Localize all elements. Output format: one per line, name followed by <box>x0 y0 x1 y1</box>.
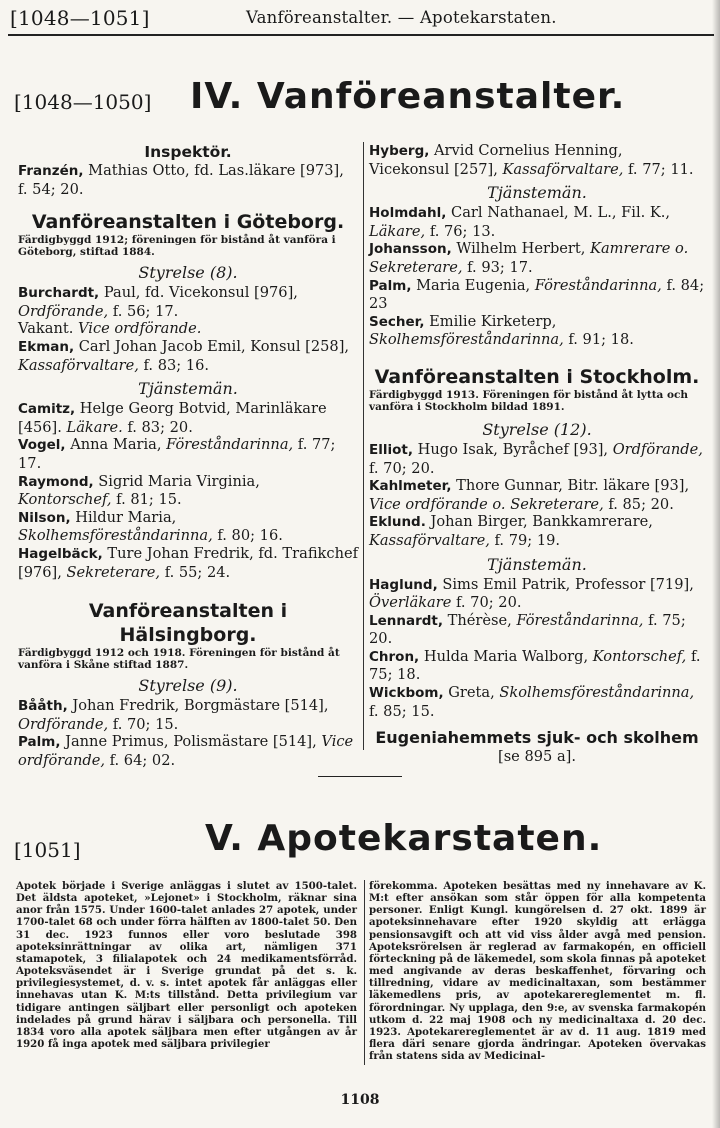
goteborg-tjanst-entry <box>18 436 358 472</box>
entry-role: Vice ordförande. <box>78 320 202 338</box>
entry-role: Ordförande, <box>18 715 109 733</box>
goteborg-heading: Vanföreanstalten i Göteborg. <box>31 211 345 234</box>
section-v-title: V. Apotekarstaten. <box>205 818 603 859</box>
page-edge-shadow <box>712 0 720 1128</box>
entry-role: Vice ordförande, <box>18 733 354 769</box>
person-name: Johansson, <box>369 241 452 258</box>
person-name: Raymond, <box>18 473 94 490</box>
entry-role: Kontorschef, <box>18 491 112 509</box>
tjanst-entry <box>369 240 705 276</box>
entry-text: Hildur Maria, <box>70 508 177 526</box>
entry-text: Emilie Kirketerp, <box>424 312 557 330</box>
page-number: 1108 <box>340 1092 380 1108</box>
entry-tail: f. 81; 15. <box>111 491 182 509</box>
apotek-text-right <box>369 880 706 1062</box>
entry-text: Johan Fredrik, Borgmästare [514], <box>67 697 329 715</box>
section-separator <box>318 776 402 777</box>
person-name: Wickbom, <box>369 685 444 702</box>
entry-tail: f. 79; 19. <box>489 531 561 549</box>
entry-tail: f. 83; 16. <box>138 356 210 374</box>
person-name: Eklund. <box>369 514 426 531</box>
entry-text: Janne Primus, Polismästare [514], <box>60 733 322 751</box>
entry-tail: f. 75; 18. <box>369 647 701 684</box>
entry-tail: f. 70; 20. <box>451 594 522 612</box>
entry-role: Föreståndarinna, <box>516 611 644 629</box>
apotek-paragraph-left: Apotek började i Sverige anläggas i slutet av 1500-talet. Det äldsta apoteket, »Lejonet» i Stockholm, räknar sina anor från 1575. Under 1600-talet anlades 27 apotek, under 1700-talet 68 och under förra hälften av 1800-talet 50. Den 31 dec. 1923 funnos eller voro beslutade 398 apoteksinrättningar av olika art, nämligen 371 stamapotek, 3 filialapotek och 24 medikamentsförråd. Apoteksväsendet är i Sverige grundat på det s. k. privilegiesystemet, d. v. s. intet apotek får anläggas eller innehavas utan K. M:ts tillstånd. Detta privilegium var tidigare antingen säljbart eller personligt och apoteken indelades på grund härav i säljbara och personella. Till 1834 voro alla apotek säljbara men efter utgången av år 1920 få inga apotek med säljbara privilegier <box>16 880 357 1051</box>
halsingborg-entry <box>18 733 358 769</box>
entry-text: Greta, <box>443 684 500 702</box>
stockholm-tjanst-entry <box>369 648 705 684</box>
person-name: Ekman, <box>18 338 75 355</box>
entry-role: Läkare, <box>369 222 426 240</box>
entry-role: Skolhemsföreståndarinna, <box>369 331 564 349</box>
entry-role: Sekreterare, <box>66 563 161 581</box>
person-name: Camitz, <box>18 401 76 418</box>
person-name: Vogel, <box>18 437 66 454</box>
person-name: Palm, <box>18 734 61 751</box>
section-v-number: [1051] <box>14 838 81 862</box>
stockholm-styrelse-entry <box>369 441 705 477</box>
entry-role: Ordförande, <box>612 440 703 458</box>
inspektor-heading: Inspektör. <box>144 143 232 161</box>
entry-text: Johan Birger, Bankkamrerare, <box>425 513 653 531</box>
halsingborg-note: Färdigbyggd 1912 och 1918. Föreningen för bistånd åt vanföra i Skåne stiftad 1887. <box>18 647 340 672</box>
entry-text: Mathias Otto, fd. Las.läkare [973], f. 54; 20. <box>18 162 344 198</box>
entry-role: Ordförande, <box>18 302 109 320</box>
halsingborg-styrelse-heading: Styrelse (9). <box>138 676 238 696</box>
entry-tail: f. 55; 24. <box>160 563 231 581</box>
entry-tail: f. 85; 15. <box>369 702 435 720</box>
person-name: Palm, <box>369 277 412 294</box>
goteborg-tjanst-entry <box>18 545 358 581</box>
tjanst-entry <box>369 277 705 313</box>
person-name: Hyberg, <box>369 143 430 159</box>
goteborg-styrelse-entry <box>18 320 358 338</box>
entry-text: Vakant. <box>18 320 78 338</box>
entry-role: Skolhemsföreståndarinna, <box>499 684 695 702</box>
goteborg-tjanstemän-heading: Tjänstemän. <box>138 379 238 399</box>
eugenia-ref: [se 895 a]. <box>498 748 576 766</box>
column-divider <box>363 142 364 750</box>
entry-tail: f. 64; 02. <box>105 751 176 769</box>
person-name: Chron, <box>369 648 420 665</box>
stockholm-styrelse-heading: Styrelse (12). <box>482 419 592 439</box>
entry-text: Carl Nathanael, M. L., Fil. K., <box>446 204 671 222</box>
goteborg-note: Färdigbyggd 1912; föreningen för bistånd åt vanföra i Göteborg, stiftad 1884. <box>18 234 336 259</box>
person-name: Burchardt, <box>18 285 100 302</box>
entry-role: Kassaförvaltare, <box>369 531 490 549</box>
apotek-paragraph-right: förekomma. Apoteken besättas med ny innehavare av K. M:t efter ansökan som står öppen för alla kompetenta personer. Enligt Kungl. kungörelsen d. 27 okt. 1899 är apoteksinnehavare efter 1920 skyldig att erlägga pensionsavgift och att vid viss ålder avgå med pension. Apoteksrörelsen är reglerad av farmakopén, en officiell förteckning på de läkemedel, som skola finnas på apoteket med angivande av deras beskaffenhet, förvaring och tillredning, vidare av medicinaltaxan, som bestämmer läkemedlens pris, av apotekarereglementet m. fl. förordningar. Ny upplaga, den 9:e, av svenska farmakopén utkom d. 22 maj 1908 och ny medicinaltaxa d. 20 dec. 1923. Apotekarereglementet är av d. 11 aug. 1819 med flera däri senare gjorda ändringar. Apoteken övervakas från statens sida av Medicinal- <box>369 880 706 1063</box>
entry-text: Sigrid Maria Virginia, <box>93 472 260 490</box>
entry-tail: f. 91; 18. <box>563 331 634 349</box>
stockholm-tjanstemän-heading: Tjänstemän. <box>487 554 587 574</box>
entry-tail: f. 77; 17. <box>18 436 336 472</box>
entry-text: Hulda Maria Walborg, <box>419 647 593 665</box>
entry-role: Föreståndarinna, <box>166 436 294 454</box>
halsingborg-heading: Vanföreanstalten i Hälsingborg. <box>88 600 288 647</box>
stockholm-styrelse-entry <box>369 513 705 549</box>
stockholm-tjanst-entry <box>369 612 705 648</box>
person-name: Secher, <box>369 313 425 330</box>
hyberg-entry <box>369 142 705 178</box>
person-name: Nilson, <box>18 509 71 526</box>
entry-tail: f. 84; 23 <box>369 276 705 313</box>
entry-tail: f. 75; 20. <box>369 611 686 648</box>
section-iv-title: IV. Vanföreanstalter. <box>190 76 626 117</box>
goteborg-tjanstemän-heading-2: Tjänstemän. <box>487 183 587 203</box>
tjanst-entry <box>369 313 705 349</box>
entry-text: Thérèse, <box>443 611 517 629</box>
entry-role: Föreståndarinna, <box>534 276 662 294</box>
header-rule <box>8 34 714 36</box>
running-title: Vanföreanstalter. — Apotekarstaten. <box>246 8 557 27</box>
entry-role: Läkare. <box>66 418 123 436</box>
stockholm-tjanst-entry <box>369 576 705 612</box>
entry-role: Vice ordförande o. Sekreterare, <box>369 495 604 513</box>
tjanst-entry <box>369 204 705 240</box>
person-name: Lennardt, <box>369 612 443 629</box>
goteborg-tjanst-entry <box>18 400 358 436</box>
entry-role: Kamrerare o. Sekreterare, <box>369 240 689 276</box>
apotek-text-left <box>16 880 357 1050</box>
person-name: Bååth, <box>18 698 68 715</box>
entry-role: Kassaförvaltare, <box>502 160 624 178</box>
entry-text: Hugo Isak, Byråchef [93], <box>412 440 613 458</box>
entry-tail: f. 85; 20. <box>603 495 674 513</box>
entry-text: Wilhelm Herbert, <box>451 240 591 258</box>
inspektor-entry <box>18 162 358 198</box>
goteborg-tjanst-entry <box>18 473 358 509</box>
stockholm-styrelse-entry <box>369 477 705 513</box>
entry-text: Arvid Cornelius Henning, Vicekonsul [257], <box>369 142 623 178</box>
entry-tail: f. 56; 17. <box>108 302 179 320</box>
entry-text: Helge Georg Botvid, Marinläkare [456]. <box>18 400 327 436</box>
apotek-column-divider <box>364 880 365 1065</box>
halsingborg-entry <box>18 697 358 733</box>
right-column <box>369 142 705 766</box>
entry-tail: f. 76; 13. <box>425 222 496 240</box>
entry-tail: f. 77; 11. <box>623 160 694 178</box>
entry-text: Anna Maria, <box>65 436 167 454</box>
entry-text: Ture Johan Fredrik, fd. Trafikchef [976], <box>18 544 359 581</box>
section-iv-number: [1048—1050] <box>14 90 152 114</box>
entry-role: Kontorschef, <box>592 647 687 665</box>
entry-tail: f. 70; 20. <box>369 459 435 477</box>
stockholm-note: Färdigbyggd 1913. Föreningen för bistånd åt lytta och vanföra i Stockholm bildad 1891. <box>369 388 689 413</box>
goteborg-tjanst-entry <box>18 509 358 545</box>
eugenia-heading: Eugeniahemmets sjuk- och skolhem <box>375 728 699 748</box>
stockholm-tjanst-entry <box>369 684 705 720</box>
entry-text: Thore Gunnar, Bitr. läkare [93], <box>451 477 690 495</box>
person-name: Kahlmeter, <box>369 478 452 495</box>
entry-text: Carl Johan Jacob Emil, Konsul [258], <box>74 337 350 355</box>
entry-text: Sims Emil Patrik, Professor [719], <box>437 575 694 593</box>
entry-text: Maria Eugenia, <box>411 276 535 294</box>
stockholm-heading: Vanföreanstalten i Stockholm. <box>374 365 700 388</box>
left-column <box>18 142 358 769</box>
entry-role: Kassaförvaltare, <box>18 356 139 374</box>
entry-tail: f. 70; 15. <box>108 715 179 733</box>
entry-tail: f. 80; 16. <box>212 527 283 545</box>
goteborg-styrelse-entry <box>18 338 358 374</box>
entry-text: Paul, fd. Vicekonsul [976], <box>99 284 298 302</box>
entry-tail: f. 83; 20. <box>122 418 193 436</box>
page-range: [1048—1051] <box>10 6 150 30</box>
goteborg-styrelse-heading: Styrelse (8). <box>138 263 238 283</box>
entry-role: Skolhemsföreståndarinna, <box>18 527 213 545</box>
person-name: Hagelbäck, <box>18 545 103 562</box>
entry-tail: f. 93; 17. <box>462 258 533 276</box>
goteborg-styrelse-entry <box>18 284 358 320</box>
person-name: Holmdahl, <box>369 205 447 222</box>
person-name: Franzén, <box>18 163 84 179</box>
person-name: Haglund, <box>369 576 438 593</box>
entry-role: Överläkare <box>369 594 452 612</box>
person-name: Elliot, <box>369 441 413 458</box>
